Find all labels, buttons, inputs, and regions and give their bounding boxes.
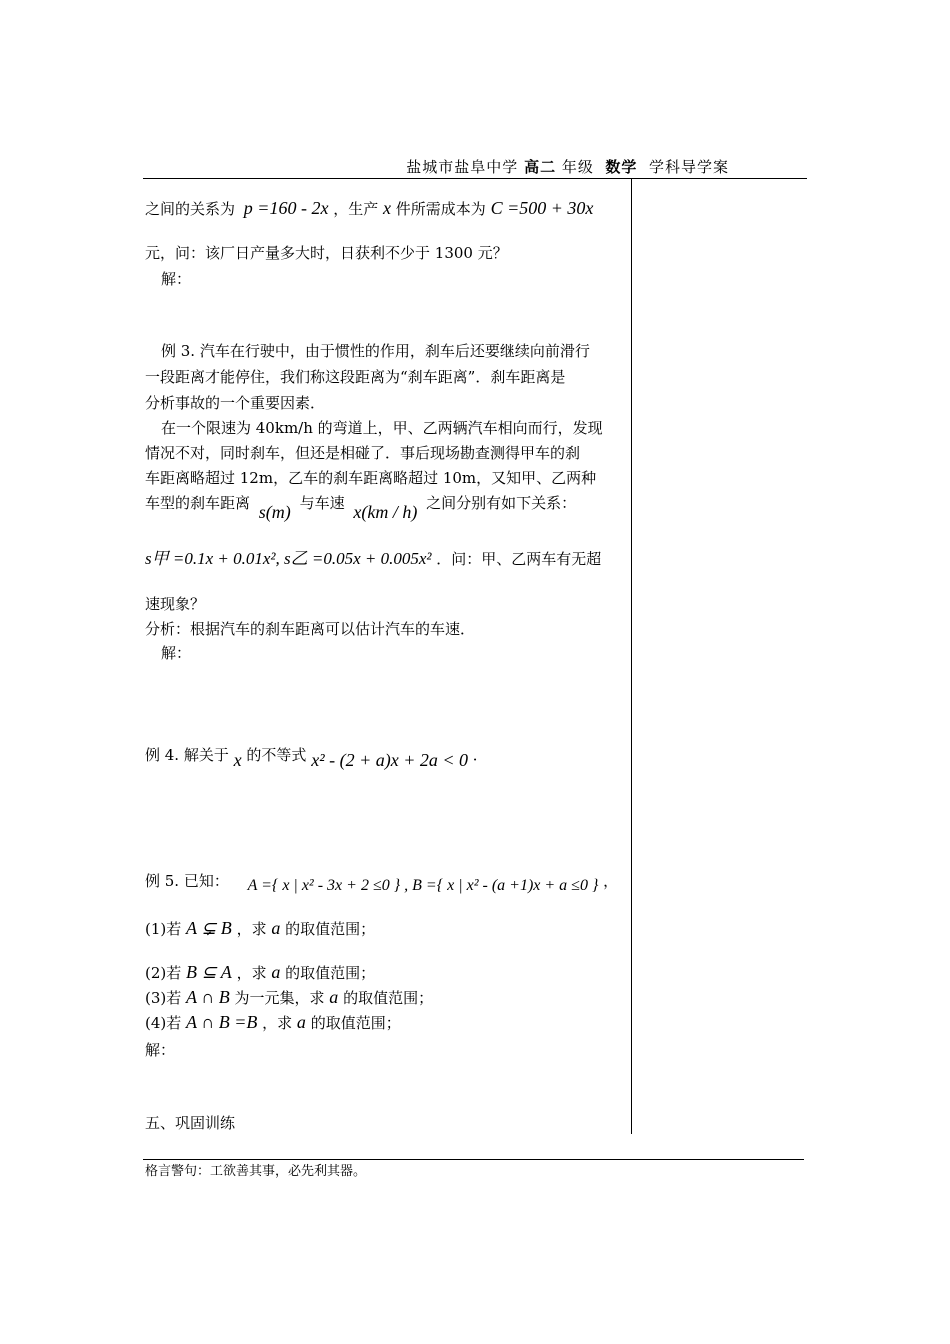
text-line: 速现象？ [145,595,206,613]
grade-suffix: 年级 [561,158,594,176]
text-span: 之间分别有如下关系： [426,494,577,512]
text-span: 的取值范围； [343,989,434,1007]
text-line [145,744,488,770]
text-line: 分析事故的一个重要因素． [145,394,326,412]
math-formula: C =500 + 30x [490,198,594,218]
text-line [145,544,601,569]
text-span: 例 4. 解关于 [145,746,229,764]
math-formula: x² - (2 + a)x + 2a < 0 [311,750,469,770]
text-line: 解： [161,644,192,662]
text-line [145,962,375,983]
text-span: 车型的刹车距离 [145,494,251,512]
text-span: (3)若 [145,989,182,1007]
text-span: ． [472,746,488,764]
text-span: 为一元集，求 [234,989,325,1007]
text-line: 例 3. 汽车在行驶中，由于惯性的作用，刹车后还要继续向前滑行 [161,342,590,360]
text-span: 的取值范围； [310,1014,401,1032]
text-span: 的不等式 [246,746,307,764]
text-line: 一段距离才能停住，我们称这段距离为“刹车距离”．刹车距离是 [145,368,566,386]
school-name: 盐城市盐阜中学 [406,158,519,176]
text-span: ，求 [236,964,267,982]
text-line: 在一个限速为 40km/h 的弯道上，甲、乙两辆汽车相向而行，发现 [161,419,603,437]
math-formula: s甲 =0.1x + 0.01x², s乙 =0.05x + 0.005x² [145,549,432,568]
math-variable: a [329,987,339,1007]
math-variable: a [296,1012,306,1032]
text-line [145,870,619,894]
text-line: 元，问：该厂日产量多大时，日获利不少于 1300 元？ [145,244,508,262]
text-line [145,1012,401,1033]
text-line: 车距离略超过 12m，乙车的刹车距离略超过 10m，又知甲、乙两种 [145,469,597,487]
text-span: ．问：甲、乙两车有无超 [436,550,602,568]
math-variable: a [271,962,281,982]
header-text [406,156,729,177]
section-heading: 五、巩固训练 [145,1114,236,1132]
footer-motto: 格言警句：工欲善其事，必先利其器。 [145,1164,367,1179]
text-line: 解： [145,1041,176,1059]
text-span: (1)若 [145,920,182,938]
text-span: 与车速 [299,494,345,512]
text-span: 件所需成本为 [395,200,486,218]
math-formula: x(km / h) [353,502,418,522]
text-span: 例 5. 已知： [145,872,229,890]
math-formula: s(m) [258,502,291,522]
subject-name: 数学 [605,158,638,176]
math-formula: A ={ x | x² - 3x + 2 ≤0 } , B ={ x | x² - (a +1)x + a ≤0 } [247,877,599,894]
text-span: 的取值范围； [285,964,376,982]
page-header [143,156,807,179]
text-line [145,918,375,939]
text-span: ，求 [262,1014,293,1032]
grade-level: 高二 [524,158,557,176]
math-variable: a [271,918,281,938]
text-line [145,492,577,522]
column-divider [631,178,632,1134]
text-line [145,987,433,1008]
math-formula: B ⊆ A [186,962,232,982]
text-line: 分析：根据汽车的刹车距离可以估计汽车的车速． [145,620,476,638]
math-formula: A ⊊ B [186,918,232,938]
text-span: ，生产 [333,200,379,218]
math-variable: x [233,750,242,770]
doc-type: 学科导学案 [648,158,729,176]
text-line: 解： [161,270,192,288]
text-line: 情况不对，同时刹车，但还是相碰了．事后现场勘查测得甲车的刹 [145,444,581,462]
text-span: (2)若 [145,964,182,982]
math-variable: x [383,198,392,218]
text-span: ，求 [236,920,267,938]
text-span: (4)若 [145,1014,182,1032]
text-span: 的取值范围； [285,920,376,938]
text-span: 之间的关系为 [145,200,236,218]
math-formula: A ∩ B [186,987,230,1007]
text-line [145,198,593,219]
math-formula: A ∩ B =B [186,1012,258,1032]
text-span: ， [603,872,619,890]
math-formula: p =160 - 2x [243,198,329,218]
